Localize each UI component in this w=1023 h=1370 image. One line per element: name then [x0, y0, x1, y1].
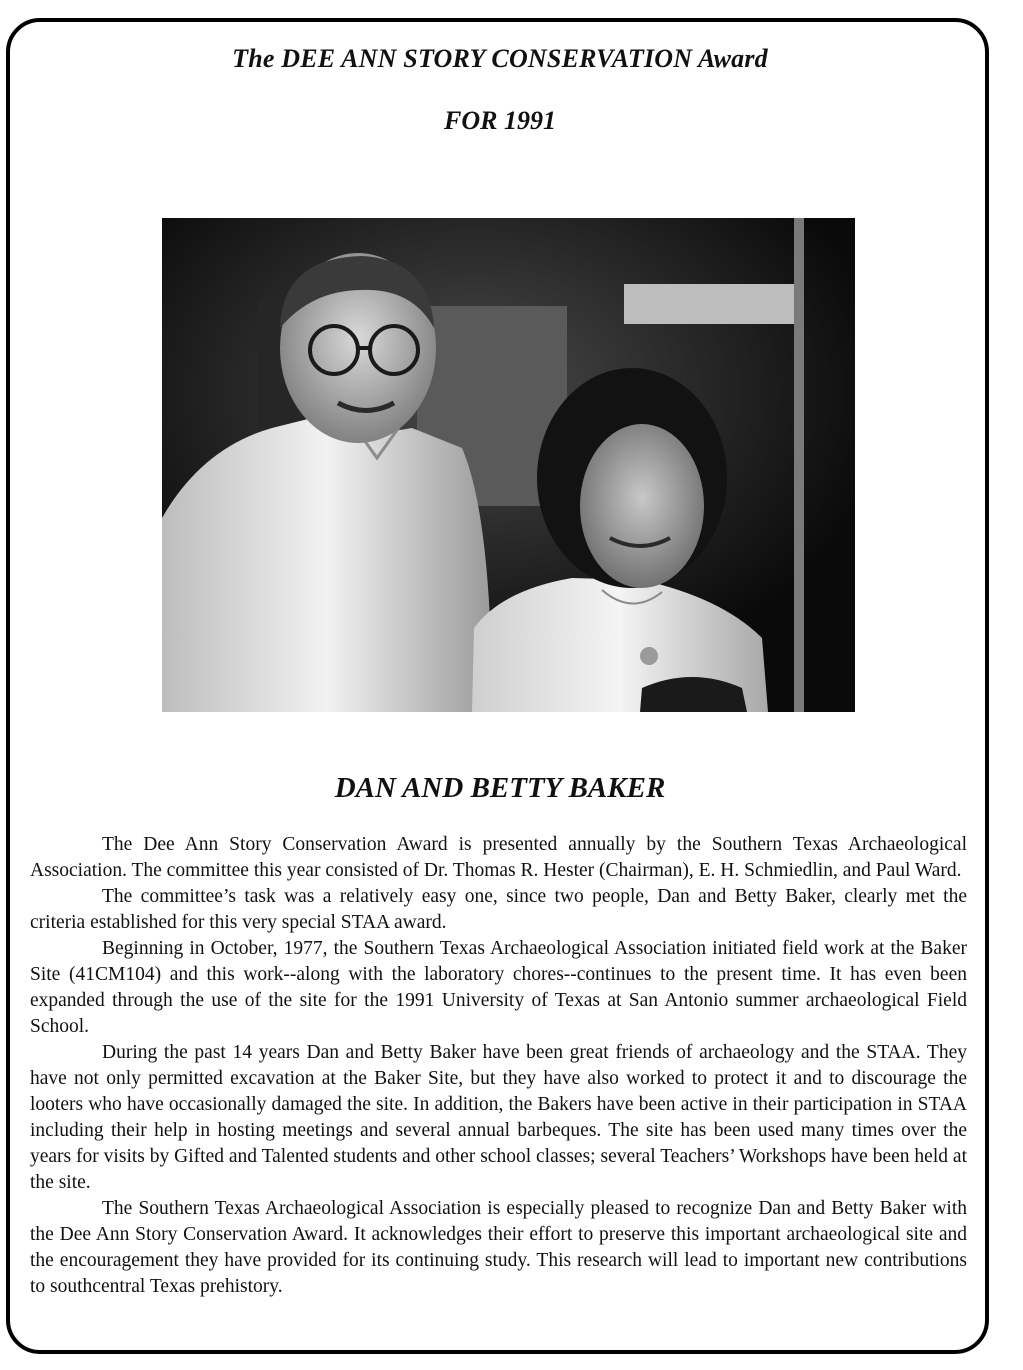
award-description	[30, 832, 967, 1300]
background-post	[794, 218, 804, 712]
award-year: FOR 1991	[444, 106, 556, 135]
photo-illustration	[162, 218, 855, 712]
paragraph: The Dee Ann Story Conservation Award is presented annually by the Southern Texas Archaeological Association. The committee this year consisted of Dr. Thomas R. Hester (Chairman), E. H. Schmiedlin, and Paul Ward.	[30, 834, 967, 881]
paragraph: The Southern Texas Archaeological Association is especially pleased to recognize Dan and Betty Baker with the Dee Ann Story Conservation Award. It acknowledges their effort to preserve this important archaeological site and the encouragement they have provided for its continuing study. This research will lead to important new contributions to southcentral Texas prehistory.	[30, 1198, 967, 1297]
sweater-flower	[640, 647, 658, 665]
honorees-heading: DAN AND BETTY BAKER	[334, 772, 666, 804]
award-title: The DEE ANN STORY CONSERVATION Award	[232, 44, 768, 73]
paragraph: During the past 14 years Dan and Betty Baker have been great friends of archaeology and the STAA. They have not only permitted excavation at the Baker Site, but they have also worked to protect it and to discourage the looters who have occasionally damaged the site. In addition, the Bakers have been active in their participation in STAA including their help in hosting meetings and several annual barbeques. The site has been used many times over the years for visits by Gifted and Talented students and other school classes; several Teachers’ Workshops have been held at the site.	[30, 1042, 967, 1193]
background-light-panel	[624, 284, 804, 324]
woman-face	[580, 424, 704, 588]
paragraph: Beginning in October, 1977, the Southern Texas Archaeological Association initiated field work at the Baker Site (41CM104) and this work--along with the laboratory chores--continues to the present time. It has even been expanded through the use of the site for the 1991 University of Texas at San Antonio summer archaeological Field School.	[30, 938, 967, 1037]
paragraph: The committee’s task was a relatively easy one, since two people, Dan and Betty Baker, clearly met the criteria established for this very special STAA award.	[30, 886, 967, 933]
honorees-photo	[162, 218, 855, 712]
man-shirt	[162, 418, 492, 712]
